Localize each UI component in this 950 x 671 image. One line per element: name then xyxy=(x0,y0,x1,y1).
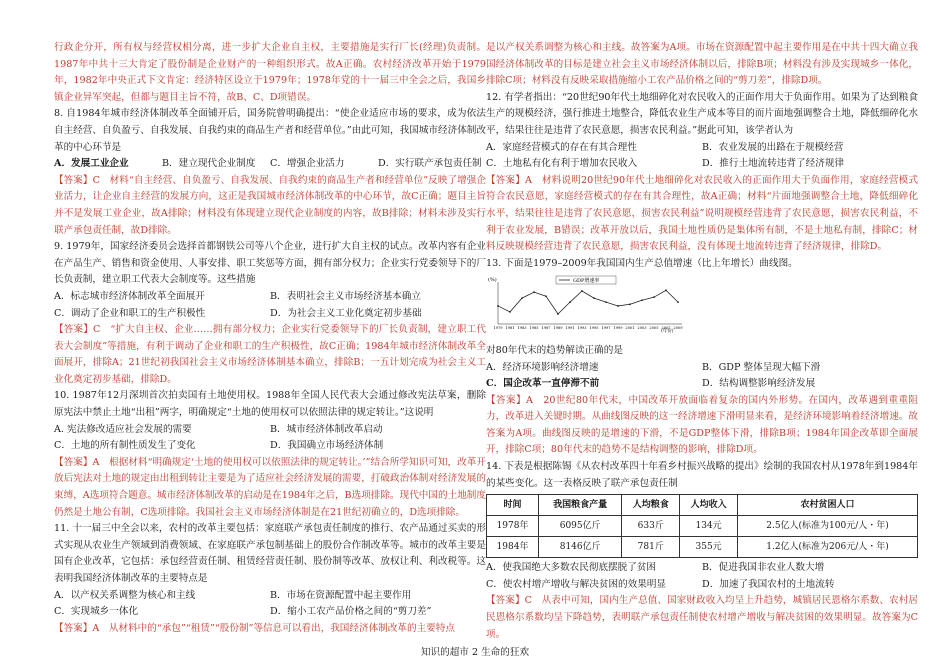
x-tick-label: 2003 xyxy=(637,326,647,331)
question-14-options xyxy=(486,560,918,593)
x-tick-label: 2001 xyxy=(625,326,635,331)
option-c: C．调动了企业和职工的生产积极性 xyxy=(54,307,206,319)
gdp-series-line xyxy=(498,291,678,315)
table-row xyxy=(487,516,918,537)
option-a: A．经济环境影响经济增速 xyxy=(486,361,599,373)
gdp-data-point xyxy=(509,311,511,313)
question-11-answer: 【答案】A 从材料中的“承包”“租赁”“股份制”等信息可以看出，我国经济体制改革的主要特点 xyxy=(54,622,455,634)
gdp-data-point xyxy=(665,290,667,292)
table-cell: 633斤 xyxy=(622,516,680,537)
x-tick-label: 1995 xyxy=(589,326,599,331)
option-a: A．使我国绝大多数农民彻底摆脱了贫困 xyxy=(486,562,657,574)
question-10-answer: 【答案】A 根据材料“明确规定‘土地的使用权可以依照法律的规定转让。’”结合所学知识可知，改革开放后宪法对土地的规定由出租到转让主要是为了适应社会经济发展的需要，打破政治体制对经济发展的束缚，A选项符合题意。城市经济体制改革的启动是在1984年之后，B选项排除。现代中国的土地制度仍然是土地公有制，C选项排除。我国社会主义市场经济体制是在21世纪初确立的，D选项排除。 xyxy=(54,456,486,518)
option-a: A．标志城市经济体制改革全面展开 xyxy=(54,290,205,302)
gdp-data-point xyxy=(569,302,571,304)
option-b: B．农业发展的出路在于规模经营 xyxy=(702,141,844,153)
option-b: B．促进我国非农业人数大增 xyxy=(702,562,825,574)
gdp-data-point xyxy=(593,298,595,300)
option-b: B．建立现代企业制度 xyxy=(162,158,256,170)
chart-unit-label: (%) xyxy=(488,277,497,284)
question-14-answer: 【答案】C 从表中可知，国内生产总值、国家财政收入均呈上升趋势，城镇居民恩格尔系数、农村居民恩格尔系数均呈下降趋势，表明联产承包责任制使农村增产增收与解决贫困的效果明显。故答案为C项。 xyxy=(486,595,918,640)
right-column xyxy=(486,40,918,643)
question-13-answer: 【答案】A 20世纪80年代末，中国改革开放面临着复杂的国内外形势。在国内，改革遇到重重阻力，改革进入关键时期。从曲线图反映的这一经济增速下滑明显来看，是经济环境影响着经济增速。故答案为A项。曲线图反映的是增速的下滑，不是GDP整体下滑，排除B项；1984年国企改革即全面展开，排除C项；80年代末的趋势不是结构调整的影响，排除D项。 xyxy=(486,394,918,456)
option-c: C．使农村增产增收与解决贫困的效果明显 xyxy=(486,578,667,590)
table-header-cell: 时间 xyxy=(487,495,539,516)
gdp-data-point xyxy=(545,296,547,298)
table-header-cell: 人均粮食 xyxy=(622,495,680,516)
x-tick-label: 2005 xyxy=(649,326,659,331)
gdp-data-point xyxy=(533,292,535,294)
option-d: D．加速了我国农村的土地流转 xyxy=(702,578,835,590)
x-tick-label: 1979 xyxy=(493,326,503,331)
table-header-cell: 农村贫困人口 xyxy=(738,495,918,516)
option-b: B．表明社会主义市场经济基本确立 xyxy=(270,290,421,302)
option-c: C．国企改革一直停滞不前 xyxy=(486,378,600,390)
option-d: D．结构调整影响经济发展 xyxy=(702,378,816,390)
option-b: B．城市经济体制改革启动 xyxy=(270,423,383,435)
question-12-stem: 12. 有学者指出：“20世纪90年代土地细碎化对农民收入的正面作用大于负面作用。如果为了达到粮食生产的规模经济，强行推进土地整合，降低农业生产成本等目的而片面地强调整合土地，降低细碎化水平，结果往往是违背了农民意愿，损害农民利益。”据此可知，该学者认为 xyxy=(486,91,918,136)
gdp-data-point xyxy=(629,304,631,306)
gdp-data-point xyxy=(521,298,523,300)
rural-change-table xyxy=(486,494,918,558)
question-8-options xyxy=(54,156,486,173)
x-tick-label: 1997 xyxy=(601,326,611,331)
chart-x-unit: (年份) xyxy=(661,329,674,335)
table-cell: 781斤 xyxy=(622,537,680,558)
table-cell: 355元 xyxy=(680,537,738,558)
option-c: C．实现城乡一体化 xyxy=(54,606,139,618)
gdp-data-point xyxy=(641,300,643,302)
table-header-cell: 人均收入 xyxy=(680,495,738,516)
gdp-data-point xyxy=(677,302,679,304)
question-14-stem: 14. 下表是根据陈锡《从农村改革四十年看乡村振兴战略的提出》绘制的我国农村从1978年到1984年的某些变化。这一表格反映了联产承包责任制 xyxy=(486,461,918,489)
gdp-growth-chart xyxy=(486,274,691,334)
question-12-options xyxy=(486,140,918,173)
question-10-stem: 10. 1987年12月深圳首次拍卖国有土地使用权。1988年全国人民代表大会通过修改宪法草案，删除原宪法中禁止土地“出租”两字，明确规定“土地的使用权可以依照法律的规定转让。”这说明 xyxy=(54,390,486,419)
table-cell: 1984年 xyxy=(487,537,539,558)
gdp-data-point xyxy=(653,297,655,299)
question-10-options xyxy=(54,422,486,455)
table-cell: 6095亿斤 xyxy=(539,516,622,537)
question-8-answer: 【答案】C 材料“自主经营、自负盈亏、自我发展、自我约束的商品生产者和经营单位”反映了增强企业活力，让企业自主经营的发展方向，这正是我国城市经济体制改革的中心环节，故C正确；题目主旨并不是发展工业企业，故A排除；材料没有体现建立现代企业制度的内容，故B排除；材料未涉及实行联产承包责任制，故D排除。 xyxy=(54,174,486,236)
gdp-data-point xyxy=(497,305,499,307)
left-column xyxy=(54,40,486,637)
x-tick-label: 1987 xyxy=(541,326,551,331)
gdp-data-point xyxy=(557,313,559,315)
table-header-row xyxy=(487,495,918,516)
question-9-stem: 9. 1979年，国家经济委员会选择首都钢铁公司等八个企业，进行扩大自主权的试点。改革内容有企业在产品生产、销售和资金使用、人事安排、职工奖惩等方面，拥有部分权力；企业实行党委领导下的厂长负责制，建立职工代表大会制度等。这些措施 xyxy=(54,241,486,286)
x-tick-label: 1993 xyxy=(577,326,587,331)
x-tick-label: 2009 xyxy=(673,326,683,331)
question-8-stem: 8. 自1984年城市经济体制改革全面铺开后，国务院曾明确提出：“使企业适应市场的要求，成为依法自主经营、自负盈亏、自我发展、自我约束的商品生产者和经营单位。”由此可知，我国城市经济体制改革的中心环节是 xyxy=(54,108,486,153)
option-c: C．土地私有化有利于增加农民收入 xyxy=(486,158,638,170)
x-tick-label: 1999 xyxy=(613,326,623,331)
gdp-data-point xyxy=(605,302,607,304)
x-tick-label: 1983 xyxy=(517,326,527,331)
x-tick-label: 1985 xyxy=(529,326,539,331)
x-tick-label: 1991 xyxy=(565,326,575,331)
table-cell: 1978年 xyxy=(487,516,539,537)
table-cell: 134元 xyxy=(680,516,738,537)
question-11-stem: 11. 十一届三中全会以来，农村的改革主要包括：家庭联产承包责任制度的推行、农产品通过买卖的形式实现从农业生产领域到消费领域、在家庭联产承包制基础上的股份合作制改革等。城市的改革主要是国有企业改革，它包括：承包经营责任制、租赁经营责任制、股份制等改革、放权让利、利改税等。这表明我国经济体制改革的主要特点是 xyxy=(54,523,486,584)
option-d: D．缩小工农产品价格之间的“剪刀差” xyxy=(270,606,432,618)
table-cell: 2.5亿人(标准为100元/人・年) xyxy=(738,516,918,537)
carry-over-answer: 是以产权关系调整为核心和主线。故答案为A项。市场在资源配置中起主要作用是在中共十四大确立我国经济体制改革的目标是建立社会主义市场经济体制以后，排除B项；材料没有涉及实现城乡一体化，排除C项；材料没有反映采取措施缩小工农产品价格之间的“剪刀差”，排除D项。 xyxy=(486,42,918,87)
option-d: D．实行联产承包责任制 xyxy=(378,158,482,170)
option-d: D．推行土地流转违背了经济规律 xyxy=(702,158,845,170)
question-9-options xyxy=(54,289,486,322)
question-9-answer: 【答案】C “扩大自主权、企业……拥有部分权力；企业实行党委领导下的厂长负责制，建立职工代表大会制度”等措施，有利于调动了企业和职工的生产积极性，故C正确；1984年城市经济体制改革全面展开，排除A；21世纪初我国社会主义市场经济体制基本确立，排除B；一五计划完成为社会主义工业化奠定初步基础，排除D。 xyxy=(54,324,486,385)
question-12-answer: 【答案】A 材料说明20世纪90年代土地细碎化对农民收入的正面作用大于负面作用，家庭经营模式符合农民意愿，家庭经营模式的存在有其合理性，故A正确；材料“片面地强调整合土地，降低细碎化水平，结果往往是违背了农民意愿，损害农民利益”说明规模经营违背了农民意愿，损害农民利益，不利于农业发展，B错误；改革开放以后，我国土地性质仍是集体所有制，不是土地私有制，排除C；材料反映规模经营违背了农民意愿，损害农民利益，没有体现土地流转违背了经济规律，排除D。 xyxy=(486,174,918,253)
x-tick-label: 1981 xyxy=(505,326,515,331)
legend-label: GDP增速率 xyxy=(573,278,600,285)
option-d: D．为社会主义工业化奠定初步基础 xyxy=(270,307,422,319)
table-cell: 1.2亿人(标准为206元/人・年) xyxy=(738,537,918,558)
option-c: C．增强企业活力 xyxy=(270,158,345,170)
table-header-cell: 我国粮食产量 xyxy=(539,495,622,516)
option-a: A．发展工业企业 xyxy=(54,158,129,170)
option-b: B．GDP 整体呈现大幅下滑 xyxy=(702,361,821,373)
page-footer: 知识的超市 2 生命的狂欢 xyxy=(420,647,530,658)
option-a: A．以产权关系调整为核心和主线 xyxy=(54,589,196,601)
option-a: A．家庭经营模式的存在有其合理性 xyxy=(486,141,637,153)
table-cell: 8146亿斤 xyxy=(539,537,622,558)
gdp-data-point xyxy=(581,290,583,292)
question-13-options xyxy=(486,360,918,393)
question-11-options xyxy=(54,588,486,621)
option-b: B．市场在资源配置中起主要作用 xyxy=(270,589,412,601)
x-tick-label: 1989 xyxy=(553,326,563,331)
table-row xyxy=(487,537,918,558)
question-13-stem: 13. 下面是1979–2009年我国国内生产总值增速（比上年增长）曲线图。 xyxy=(486,257,798,269)
carry-over-answer: 行政企分开，所有权与经营权相分离，进一步扩大企业自主权，主要措施是实行厂长(经理)负责制。1987年中共十三大肯定了股份制是企业财产的一种组织形式。故A正确。农村经济改革开始于1979年，1982年中央正式下文肯定：经济特区设立于1979年；1978年党的十一届三中全会之后，我国乡镇企业异军突起，但都与题目主旨不符，故B、C、D项错误。 xyxy=(54,42,486,103)
option-a: A. 宪法修改适应社会发展的需要 xyxy=(54,423,192,435)
option-c: C．土地的所有制性质发生了变化 xyxy=(54,440,196,452)
gdp-data-point xyxy=(617,305,619,307)
x-tick-label: 2007 xyxy=(661,326,671,331)
option-d: D．我国确立市场经济体制 xyxy=(270,440,384,452)
question-13-lead: 对80年代末的趋势解读正确的是 xyxy=(486,344,623,356)
